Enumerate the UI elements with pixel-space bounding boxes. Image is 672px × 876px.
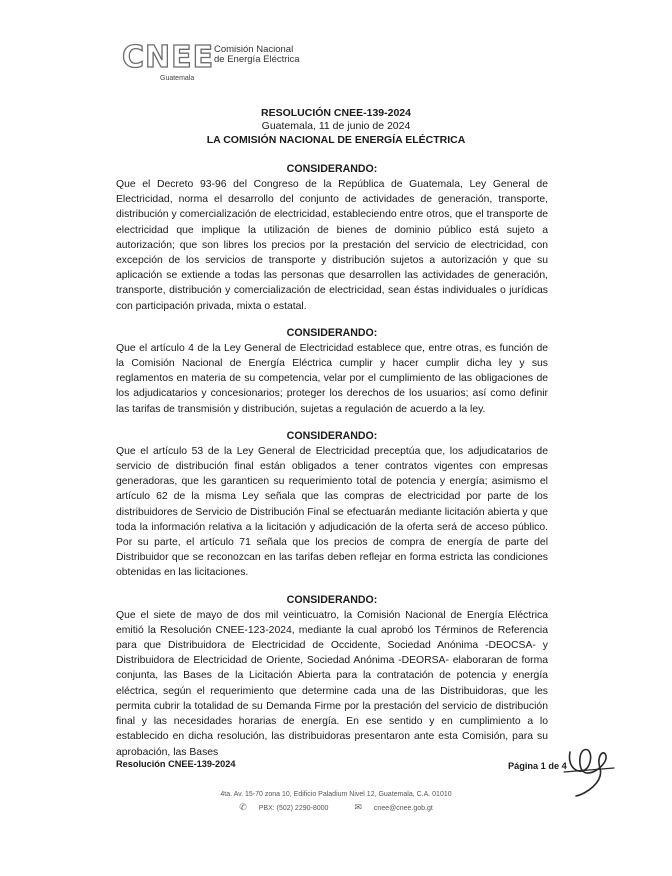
phone-contact <box>233 802 336 812</box>
section-title: CONSIDERANDO: <box>286 163 378 175</box>
logo-name <box>214 45 300 65</box>
section <box>116 162 548 314</box>
section <box>116 429 548 581</box>
logo-name-line2: de Energía Eléctrica <box>214 54 300 65</box>
page-number: Página 1 de 4 <box>508 761 567 771</box>
section-paragraph: Que el artículo 53 de la Ley General de Electricidad preceptúa que, los adjudicatarios de servicio de distribución final están obligados a tener contratos vigentes con empresas generadoras, que les garanticen su requerimiento total de potencia y energía; asimismo el artículo 62 de la misma Ley señala que las compras de electricidad por parte de los distribuidores de Servicio de Distribución Final se efectuarán mediante licitación abierta y que toda la información relativa a la licitación y adjudicación de la oferta será de acceso público. Por su parte, el artículo 71 señala que los precios de compra de energía de parte del Distribuidor que se reconozcan en las tarifas deben reflejar en forma estricta las condiciones obtenidas en las licitaciones. <box>116 445 548 579</box>
resolution-date: Guatemala, 11 de junio de 2024 <box>261 120 411 132</box>
organization-name: LA COMISIÓN NACIONAL DE ENERGÍA ELÉCTRICA <box>206 134 466 146</box>
section-title: CONSIDERANDO: <box>286 326 378 339</box>
footer-address: 4ta. Av. 15-70 zona 10, Edificio Paladium Nivel 12, Guatemala, C.A. 01010 <box>220 791 452 798</box>
section-paragraph: Que el siete de mayo de dos mil veinticuatro, la Comisión Nacional de Energía Eléctrica emitió la Resolución CNEE-123-2024, mediante la cual aprobó los Términos de Referencia para que Distribuidora de Electricidad de Occidente, Sociedad Anónima -DEOCSA- y Distribuidora de Electricidad de Oriente, Sociedad Anónima -DEORSA- elaboraran de forma conjunta, las Bases de la Licitación Abierta para la contratación de potencia y energía eléctrica, según el requerimiento que determine cada una de las Distribuidoras, que les permita cubrir la totalidad de su Demanda Firme por la prestación del servicio de distribución final y las necesidades horarias de energía. En ese sentido y en cumplimiento a lo establecido en dicha resolución, las distribuidoras presentaron ante esta Comisión, para su aprobación, las Bases <box>116 609 548 758</box>
footer-contacts <box>0 802 672 813</box>
section-paragraph: Que el Decreto 93-96 del Congreso de la República de Guatemala, Ley General de Electricidad, norma el desarrollo del conjunto de actividades de generación, transporte, distribución y comercialización de electricidad, estableciendo entre otros, que el transporte de electricidad que implique la utilización de bienes de dominio público está sujeto a autorización; que son libres los precios por la prestación del servicio de electricidad, con excepción de los servicios de transporte y distribución sujetos a autorización y que su aplicación se extiende a todas las personas que desarrollen las actividades de generación, transporte, distribución y comercialización de electricidad, sean éstas individuales o jurídicas con participación privada, mixta o estatal. <box>116 179 548 312</box>
email-text: cnee@cnee.gob.gt <box>373 805 433 812</box>
footer-resolution: Resolución CNEE-139-2024 <box>116 759 236 769</box>
resolution-number: RESOLUCIÓN CNEE-139-2024 <box>261 107 411 119</box>
section <box>116 326 548 417</box>
section <box>116 593 548 760</box>
document-body <box>116 162 548 772</box>
section-title: CONSIDERANDO: <box>286 429 378 442</box>
phone-text: PBX: (502) 2290-8000 <box>258 805 329 812</box>
logo-mark: CNEE <box>122 40 215 75</box>
logo-country: Guatemala <box>160 75 195 82</box>
phone-icon: ✆ <box>239 802 247 812</box>
document-header <box>0 106 672 147</box>
cnee-logo <box>122 42 322 86</box>
email-icon: ✉ <box>354 802 362 812</box>
email-contact <box>348 802 438 812</box>
section-title: CONSIDERANDO: <box>286 593 378 606</box>
section-paragraph: Que el artículo 4 de la Ley General de Electricidad establece que, entre otras, es función de la Comisión Nacional de Energía Eléctrica cumplir y hacer cumplir dicha ley y sus reglamentos en materia de su competencia, velar por el cumplimiento de las obligaciones de los adjudicatarios y concesionarios; proteger los derechos de los usuarios; así como definir las tarifas de transmisión y distribución, sujetas a regulación de acuerdo a la ley. <box>116 342 548 415</box>
logo-name-line1: Comisión Nacional <box>214 44 294 55</box>
